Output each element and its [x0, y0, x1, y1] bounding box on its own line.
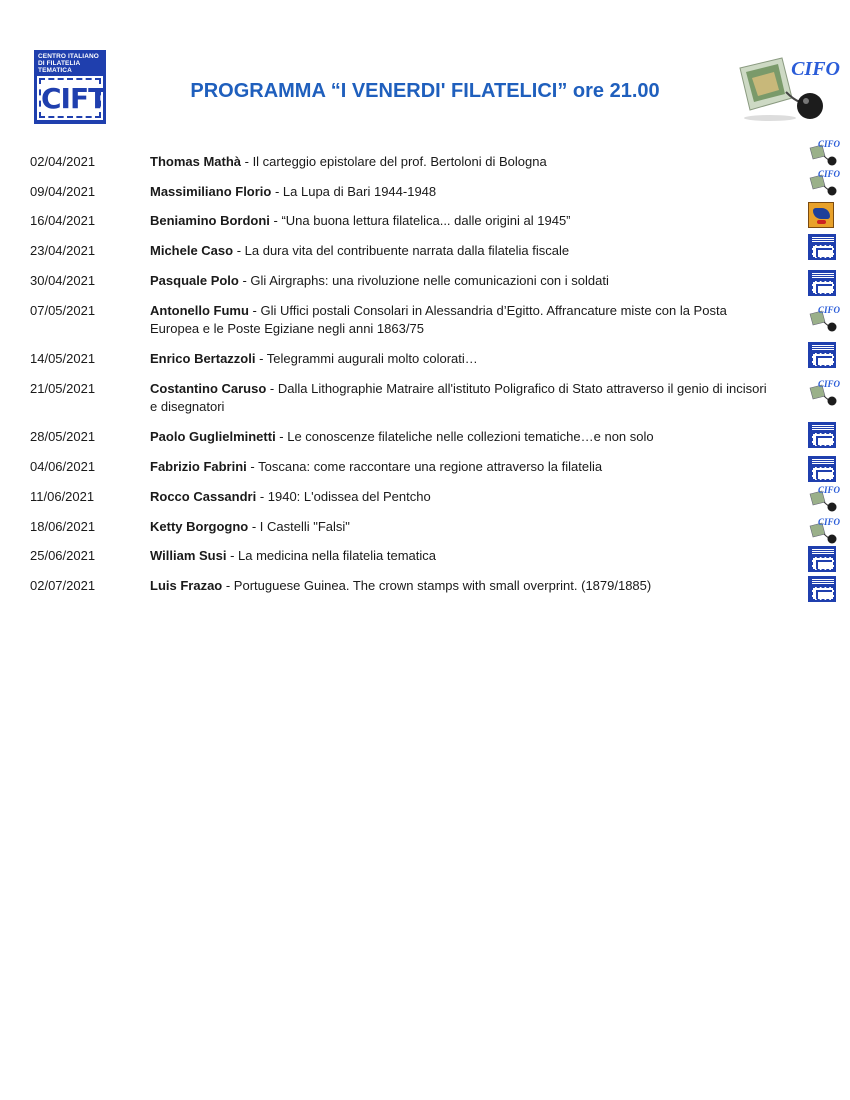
- event-description: [150, 577, 770, 595]
- event-topic: - Dalla Lithographie Matraire all'istituto Poligrafico di Stato attraverso il genio di incisori e disegnatori: [150, 381, 767, 414]
- event-description: [150, 212, 770, 230]
- event-date: 14/05/2021: [30, 351, 96, 366]
- cifo-badge-icon: [808, 169, 840, 198]
- event-description: [150, 458, 770, 476]
- event-date: 04/06/2021: [30, 459, 96, 474]
- cift-badge-icon: [808, 546, 838, 572]
- cift-badge-icon: [808, 270, 838, 296]
- event-description: [150, 428, 770, 446]
- event-date: 02/04/2021: [30, 154, 96, 169]
- cift-logo-text: CENTRO ITALIANO DI FILATELIA TEMATICA: [38, 53, 99, 74]
- cift-badge-art: [808, 546, 836, 572]
- cifo-badge-icon: [808, 485, 840, 514]
- event-description: [150, 350, 770, 368]
- speaker-name: Enrico Bertazzoli: [150, 351, 256, 366]
- speaker-name: Michele Caso: [150, 243, 234, 258]
- cift-badge-art: [808, 234, 836, 260]
- bari-badge-art: [808, 202, 834, 228]
- event-topic: - Gli Airgraphs: una rivoluzione nelle comunicazioni con i soldati: [238, 273, 609, 288]
- cifo-badge-icon: [808, 139, 840, 168]
- event-date: 09/04/2021: [30, 184, 96, 199]
- cifo-logo-text: CIFO: [791, 58, 840, 80]
- cift-badge-icon: [808, 342, 838, 368]
- cift-badge-art: [808, 422, 836, 448]
- event-description: [150, 518, 770, 536]
- event-description: [150, 488, 770, 506]
- cifo-badge-text: CIFO: [817, 169, 840, 179]
- cifo-badge-text: CIFO: [817, 305, 840, 315]
- event-topic: - Telegrammi augurali molto colorati…: [255, 351, 478, 366]
- event-description: [150, 547, 770, 565]
- cifo-badge-art: [808, 379, 840, 406]
- page-title: PROGRAMMA “I VENERDI' FILATELICI” ore 21.00: [190, 80, 660, 102]
- event-date: 16/04/2021: [30, 213, 96, 228]
- event-topic: - Toscana: come raccontare una regione attraverso la filatelia: [246, 459, 603, 474]
- cift-badge-art: [808, 342, 836, 368]
- event-date: 07/05/2021: [30, 303, 96, 318]
- cifo-logo-icon: [730, 54, 842, 126]
- speaker-name: Massimiliano Florio: [150, 184, 272, 199]
- cifo-badge-art: [808, 485, 840, 512]
- event-date: 18/06/2021: [30, 519, 96, 534]
- event-topic: - Gli Uffici postali Consolari in Alessandria d’Egitto. Affrancature miste con la Posta Europea e le Poste Egiziane negli anni 1863/75: [150, 303, 727, 336]
- speaker-name: Rocco Cassandri: [150, 489, 257, 504]
- cifo-badge-text: CIFO: [817, 379, 840, 389]
- event-topic: - 1940: L'odissea del Pentcho: [256, 489, 431, 504]
- event-date: 30/04/2021: [30, 273, 96, 288]
- cifo-badge-icon: [808, 305, 840, 334]
- cift-badge-art: [808, 576, 836, 602]
- event-description: [150, 272, 770, 290]
- speaker-name: Pasquale Polo: [150, 273, 239, 288]
- event-topic: - La Lupa di Bari 1944-1948: [271, 184, 437, 199]
- cifo-badge-icon: [808, 517, 840, 546]
- event-topic: - Il carteggio epistolare del prof. Bertoloni di Bologna: [241, 154, 547, 169]
- cift-badge-icon: [808, 456, 838, 482]
- cifo-badge-text: CIFO: [817, 485, 840, 495]
- event-date: 11/06/2021: [30, 489, 95, 504]
- cifo-badge-art: [808, 169, 840, 196]
- event-description: [150, 302, 770, 338]
- event-topic: - “Una buona lettura filatelica... dalle origini al 1945”: [269, 213, 571, 228]
- speaker-name: Fabrizio Fabrini: [150, 459, 247, 474]
- cift-badge-art: [808, 456, 836, 482]
- cift-badge-icon: [808, 234, 838, 260]
- speaker-name: Beniamino Bordoni: [150, 213, 270, 228]
- event-date: 21/05/2021: [30, 381, 96, 396]
- event-description: [150, 380, 770, 416]
- speaker-name: Antonello Fumu: [150, 303, 249, 318]
- cifo-badge-text: CIFO: [817, 139, 840, 149]
- bari-badge-icon: [808, 202, 838, 228]
- event-description: [150, 183, 770, 201]
- speaker-name: Ketty Borgogno: [150, 519, 249, 534]
- event-date: 28/05/2021: [30, 429, 96, 444]
- cifo-badge-art: [808, 305, 840, 332]
- event-topic: - La dura vita del contribuente narrata dalla filatelia fiscale: [233, 243, 570, 258]
- speaker-name: Paolo Guglielminetti: [150, 429, 276, 444]
- cift-badge-icon: [808, 422, 838, 448]
- speaker-name: Costantino Caruso: [150, 381, 267, 396]
- event-topic: - Portuguese Guinea. The crown stamps with small overprint. (1879/1885): [222, 578, 652, 593]
- cift-badge-art: [808, 270, 836, 296]
- speaker-name: Thomas Mathà: [150, 154, 242, 169]
- cift-logo-mark: CIFT: [41, 82, 106, 115]
- speaker-name: Luis Frazao: [150, 578, 223, 593]
- event-description: [150, 153, 770, 171]
- speaker-name: William Susi: [150, 548, 227, 563]
- event-date: 02/07/2021: [30, 578, 96, 593]
- event-topic: - Le conoscenze filateliche nelle collezioni tematiche…e non solo: [275, 429, 654, 444]
- cift-badge-icon: [808, 576, 838, 602]
- cifo-badge-art: [808, 139, 840, 166]
- cifo-badge-art: [808, 517, 840, 544]
- event-date: 25/06/2021: [30, 548, 96, 563]
- event-topic: - I Castelli "Falsi": [248, 519, 350, 534]
- cifo-badge-icon: [808, 379, 840, 408]
- cifo-badge-text: CIFO: [817, 517, 840, 527]
- event-date: 23/04/2021: [30, 243, 96, 258]
- event-topic: - La medicina nella filatelia tematica: [226, 548, 437, 563]
- event-description: [150, 242, 770, 260]
